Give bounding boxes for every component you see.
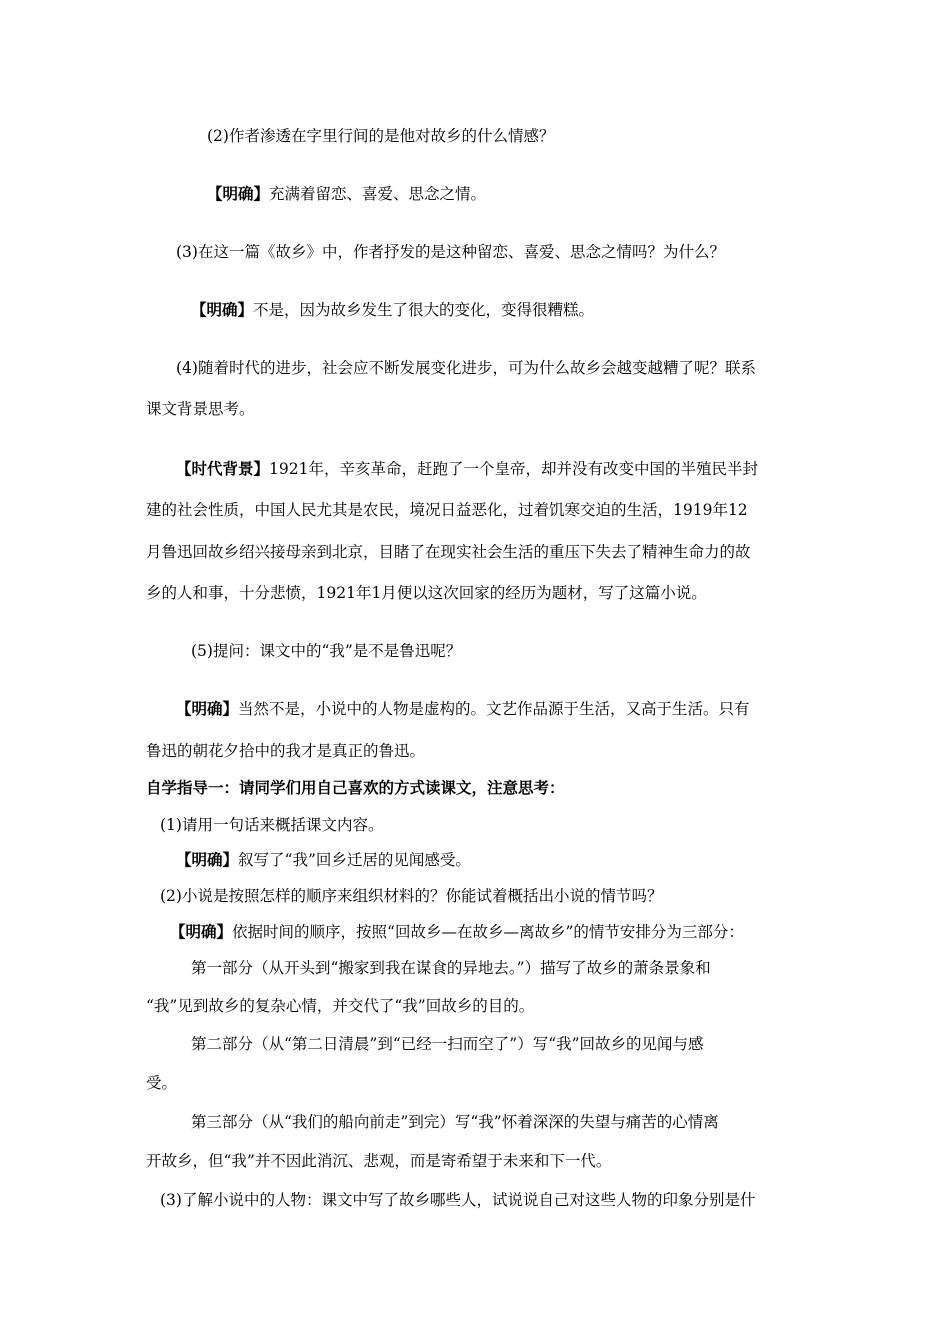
- background-line1: [176, 459, 758, 479]
- answer-5-line1: [176, 699, 750, 719]
- answer-tag: 【明确】: [170, 922, 233, 941]
- guide-answer-2: [170, 922, 744, 942]
- answer-text: 依据时间的顺序，按照“回故乡—在故乡—离故乡”的情节安排分为三部分：: [232, 923, 744, 941]
- background-tag: 【时代背景】: [176, 459, 270, 478]
- answer-tag: 【明确】: [191, 300, 254, 319]
- part-2-line2: 受。: [146, 1074, 178, 1092]
- answer-text: 不是，因为故乡发生了很大的变化，变得很糟糕。: [253, 301, 595, 319]
- guide-question-1: (1)请用一句话来概括课文内容。: [160, 816, 384, 834]
- answer-3: [191, 300, 594, 320]
- background-text: 1921年，辛亥革命，赶跑了一个皇帝，却并没有改变中国的半殖民半封: [269, 460, 758, 478]
- answer-text: 叙写了“我”回乡迁居的见闻感受。: [238, 851, 471, 869]
- guide-answer-1: [176, 850, 471, 870]
- question-2: (2)作者渗透在字里行间的是他对故乡的什么情感？: [207, 127, 555, 145]
- guide-heading: 自学指导一：请同学们用自己喜欢的方式读课文，注意思考：: [146, 778, 565, 797]
- answer-2: [207, 184, 486, 204]
- answer-5-line2: 鲁迅的朝花夕拾中的我才是真正的鲁迅。: [146, 742, 426, 760]
- answer-tag: 【明确】: [176, 850, 239, 869]
- background-line3: 月鲁迅回故乡绍兴接母亲到北京，目睹了在现实社会生活的重压下失去了精神生命力的故: [146, 543, 751, 561]
- question-3: (3)在这一篇《故乡》中，作者抒发的是这种留恋、喜爱、思念之情吗？为什么？: [176, 243, 725, 261]
- part-1-line2: “我”见到故乡的复杂心情，并交代了“我”回故乡的目的。: [146, 997, 535, 1015]
- answer-tag: 【明确】: [176, 699, 239, 718]
- background-line4: 乡的人和事，十分悲愤，1921年1月便以这次回家的经历为题材，写了这篇小说。: [146, 584, 707, 602]
- guide-question-2: (2)小说是按照怎样的顺序来组织材料的？你能试着概括出小说的情节吗？: [160, 887, 663, 905]
- part-3-line2: 开故乡，但“我”并不因此消沉、悲观，而是寄希望于未来和下一代。: [146, 1152, 612, 1170]
- part-2-line1: 第二部分（从“第二日清晨”到“已经一扫而空了”）写“我”回故乡的见闻与感: [191, 1035, 704, 1053]
- part-1-line1: 第一部分（从开头到“搬家到我在谋食的异地去。”）描写了故乡的萧条景象和: [191, 959, 711, 977]
- answer-text: 充满着留恋、喜爱、思念之情。: [269, 185, 487, 203]
- question-5: (5)提问：课文中的“我”是不是鲁迅呢？: [191, 642, 462, 660]
- answer-tag: 【明确】: [207, 184, 270, 203]
- question-4-line1: (4)随着时代的进步，社会应不断发展变化进步，可为什么故乡会越变越糟了呢？联系: [176, 359, 756, 377]
- background-line2: 建的社会性质，中国人民尤其是农民，境况日益恶化，过着饥寒交迫的生活，1919年12: [146, 501, 748, 519]
- guide-question-3: (3)了解小说中的人物：课文中写了故乡哪些人，试说说自己对这些人物的印象分别是什: [160, 1191, 756, 1209]
- answer-text: 当然不是，小说中的人物是虚构的。文艺作品源于生活，又高于生活。只有: [238, 700, 750, 718]
- part-3-line1: 第三部分（从“我们的船向前走”到完）写“我”怀着深深的失望与痛苦的心情离: [191, 1113, 719, 1131]
- question-4-line2: 课文背景思考。: [146, 400, 255, 418]
